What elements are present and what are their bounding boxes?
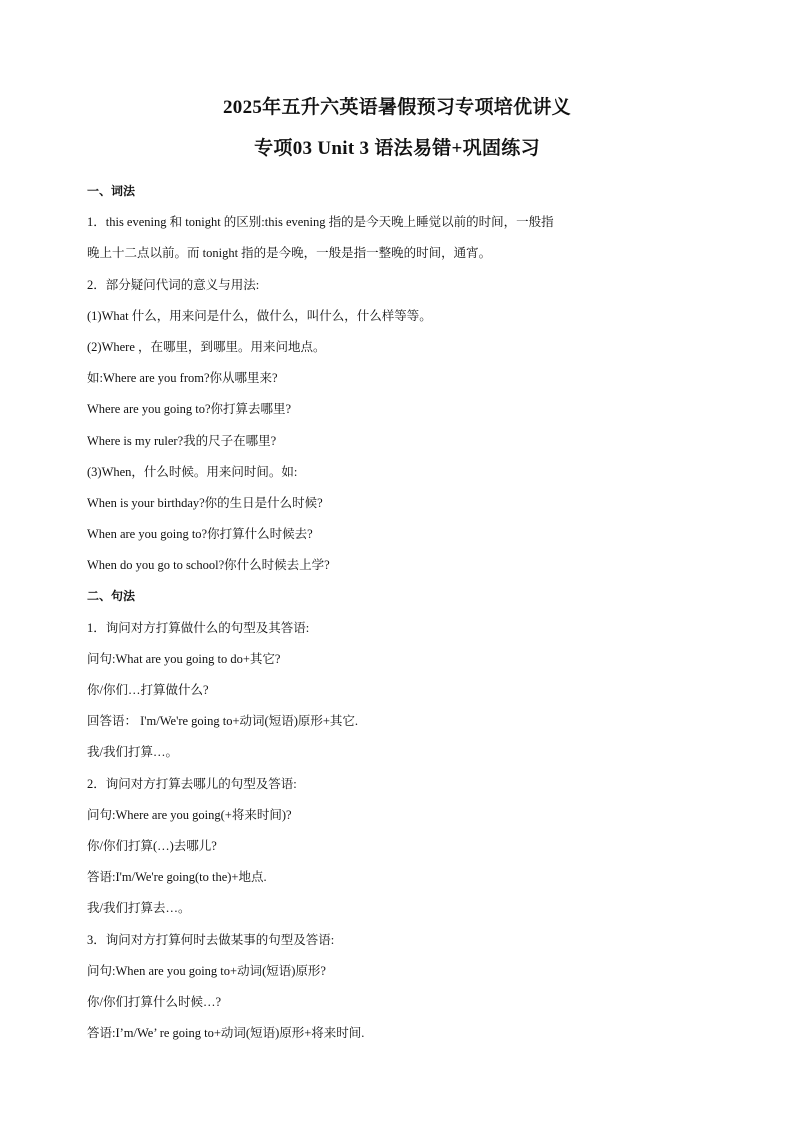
paragraph-line: 2．部分疑问代词的意义与用法: bbox=[87, 277, 260, 292]
document-subtitle: 专项03 Unit 3 语法易错+巩固练习 bbox=[254, 138, 540, 159]
example-line: 你/你们打算(…)去哪儿? bbox=[87, 838, 217, 853]
section-heading-vocabulary: 一、词法 bbox=[87, 184, 136, 198]
example-line: When is your birthday?你的生日是什么时候? bbox=[87, 495, 323, 510]
example-line: 如:Where are you from?你从哪里来? bbox=[87, 371, 278, 386]
document-title: 2025年五升六英语暑假预习专项培优讲义 bbox=[222, 97, 571, 118]
example-line: 你/你们打算什么时候…? bbox=[87, 994, 222, 1009]
paragraph-line: (2)Where ，在哪里，到哪里。用来问地点。 bbox=[87, 339, 326, 354]
paragraph-line: (3)When，什么时候。用来问时间。如: bbox=[87, 464, 298, 479]
example-line: 我/我们打算…。 bbox=[87, 745, 178, 760]
example-line: When are you going to?你打算什么时候去? bbox=[87, 527, 313, 542]
example-line: Where is my ruler?我的尺子在哪里? bbox=[87, 433, 277, 448]
example-line: Where are you going to?你打算去哪里? bbox=[87, 402, 292, 417]
example-line: 回答语： I'm/We're going to+动词(短语)原形+其它. bbox=[87, 714, 359, 729]
paragraph-line: 晚上十二点以前。而 tonight 指的是今晚，一般是指一整晚的时间，通宵。 bbox=[87, 246, 492, 261]
example-line: 你/你们…打算做什么? bbox=[87, 683, 209, 697]
document-body bbox=[87, 176, 727, 1049]
paragraph-line: 3．询问对方打算何时去做某事的句型及答语: bbox=[87, 932, 335, 947]
example-line: 我/我们打算去…。 bbox=[87, 901, 191, 916]
example-line: 问句:What are you going to do+其它? bbox=[87, 651, 281, 666]
example-line: 问句:Where are you going(+将来时间)? bbox=[87, 807, 292, 822]
section-heading-syntax: 二、句法 bbox=[87, 589, 136, 604]
example-line: 答语:I’m/We’ re going to+动词(短语)原形+将来时间. bbox=[87, 1026, 365, 1041]
example-line: 答语:I'm/We're going(to the)+地点. bbox=[87, 870, 267, 885]
paragraph-line: (1)What 什么，用来问是什么，做什么，叫什么，什么样等等。 bbox=[87, 308, 432, 323]
paragraph-line: 1．询问对方打算做什么的句型及其答语: bbox=[87, 620, 310, 635]
example-line: 问句:When are you going to+动词(短语)原形? bbox=[87, 963, 326, 978]
example-line: When do you go to school?你什么时候去上学? bbox=[87, 558, 330, 573]
paragraph-line: 1．this evening 和 tonight 的区别:this evening 指的是今天晚上睡觉以前的时间，一般指 bbox=[87, 215, 554, 230]
paragraph-line: 2．询问对方打算去哪儿的句型及答语: bbox=[87, 776, 297, 791]
